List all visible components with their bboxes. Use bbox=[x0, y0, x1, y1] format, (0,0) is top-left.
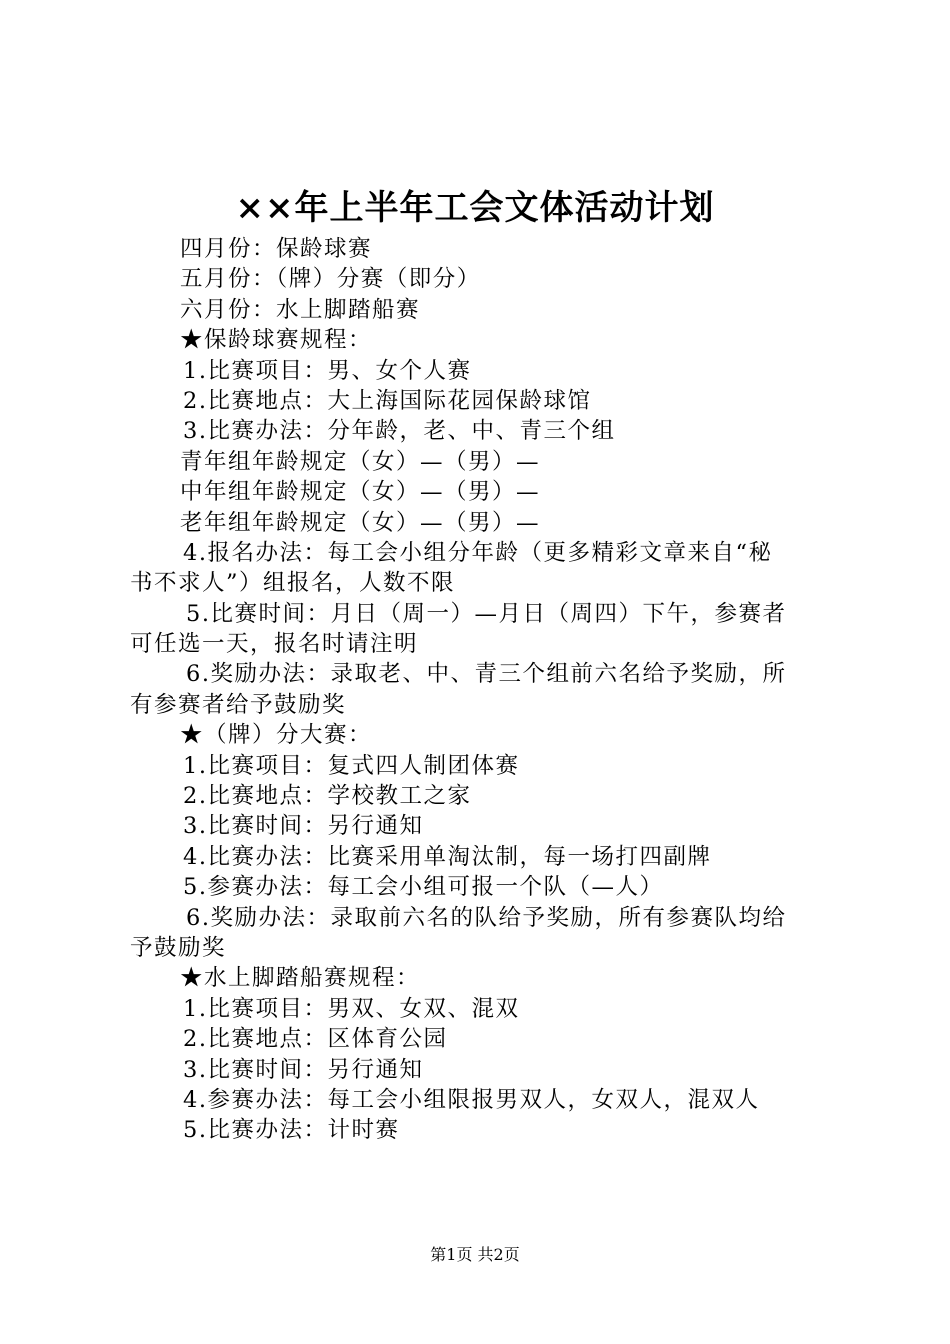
cards-item-6-line2: 予鼓励奖 bbox=[130, 934, 227, 961]
boat-heading: ★水上脚踏船赛规程： bbox=[180, 965, 421, 992]
bowling-item-6-line2: 有参赛者给予鼓励奖 bbox=[130, 691, 347, 718]
age-rule-middle: 中年组年龄规定（女）—（男）— bbox=[180, 479, 541, 506]
boat-item: 1.比赛项目：男双、女双、混双 bbox=[183, 995, 520, 1022]
bowling-item: 3.比赛办法：分年龄，老、中、青三个组 bbox=[183, 418, 616, 445]
bowling-item-5-line1: 5.比赛时间：月日（周一）—月日（周四）下午，参赛者 bbox=[186, 600, 787, 627]
cards-item: 5.参赛办法：每工会小组可报一个队（—人） bbox=[183, 874, 664, 901]
schedule-april: 四月份：保龄球赛 bbox=[180, 236, 373, 262]
cards-item: 1.比赛项目：复式四人制团体赛 bbox=[183, 752, 520, 779]
cards-item: 4.比赛办法：比赛采用单淘汰制，每一场打四副牌 bbox=[183, 843, 712, 870]
bowling-item-5-line2: 可任选一天，报名时请注明 bbox=[130, 631, 419, 658]
boat-item: 3.比赛时间：另行通知 bbox=[183, 1056, 424, 1083]
schedule-june: 六月份：水上脚踏船赛 bbox=[180, 296, 421, 323]
bowling-heading: ★保龄球赛规程： bbox=[180, 327, 373, 354]
age-rule-senior: 老年组年龄规定（女）—（男）— bbox=[180, 509, 541, 536]
boat-item: 4.参赛办法：每工会小组限报男双人，女双人，混双人 bbox=[183, 1086, 760, 1113]
schedule-may: 五月份：（牌）分赛（即分） bbox=[180, 266, 481, 293]
cards-item-6-line1: 6.奖励办法：录取前六名的队给予奖励，所有参赛队均给 bbox=[186, 904, 787, 931]
document-title: ××年上半年工会文体活动计划 bbox=[235, 188, 715, 228]
boat-item: 2.比赛地点：区体育公园 bbox=[183, 1026, 448, 1053]
bowling-item: 1.比赛项目：男、女个人赛 bbox=[183, 357, 472, 384]
bowling-item-4-line2: 书不求人”）组报名，人数不限 bbox=[130, 570, 456, 597]
cards-heading: ★（牌）分大赛： bbox=[180, 722, 373, 749]
cards-item: 3.比赛时间：另行通知 bbox=[183, 813, 424, 840]
age-rule-youth: 青年组年龄规定（女）—（男）— bbox=[180, 448, 541, 475]
document-body bbox=[130, 234, 832, 1146]
boat-item: 5.比赛办法：计时赛 bbox=[183, 1117, 400, 1144]
bowling-item: 2.比赛地点：大上海国际花园保龄球馆 bbox=[183, 387, 592, 414]
cards-item: 2.比赛地点：学校教工之家 bbox=[183, 783, 472, 810]
bowling-item-4-line1: 4.报名办法：每工会小组分年龄（更多精彩文章来自“秘 bbox=[183, 539, 773, 566]
page-footer: 第1页 共2页 bbox=[430, 1245, 520, 1264]
bowling-item-6-line1: 6.奖励办法：录取老、中、青三个组前六名给予奖励，所 bbox=[186, 661, 787, 688]
